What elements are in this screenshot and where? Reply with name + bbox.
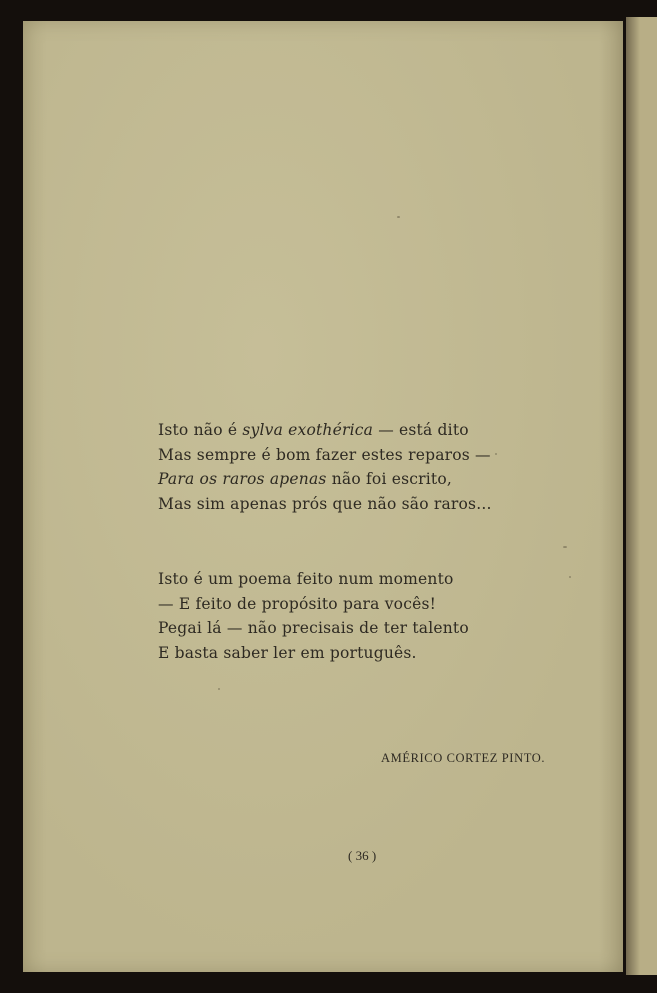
poem-line: Mas sempre é bom fazer estes reparos —	[158, 445, 491, 464]
paper-speck	[563, 546, 567, 548]
poem-line	[158, 467, 492, 492]
paper-speck	[397, 216, 400, 218]
poem-line: Isto é um poema feito num momento	[158, 570, 454, 588]
poem-line: E basta saber ler em português.	[158, 643, 417, 662]
poem-stanza-1	[158, 418, 492, 516]
line-text: Isto não é	[158, 421, 243, 439]
paper-speck	[569, 576, 571, 578]
poem-line: Pegai lá — não precisais de ter talento	[158, 619, 469, 637]
line-text: não foi escrito,	[326, 470, 452, 488]
poem-line: — E feito de propósito para vocês!	[158, 594, 437, 613]
poem-line	[158, 418, 492, 443]
line-text: — está dito	[373, 421, 469, 439]
page-number: ( 36 )	[348, 848, 377, 863]
poem-line: Mas sim apenas prós que não são raros...	[158, 494, 492, 513]
adjacent-page-edge	[626, 17, 657, 975]
author-signature: AMÉRICO CORTEZ PINTO.	[381, 751, 546, 765]
paper-speck	[218, 688, 220, 690]
italic-phrase: Para os raros apenas	[158, 470, 327, 488]
paper-speck	[495, 453, 497, 455]
italic-phrase: sylva exothérica	[242, 421, 374, 439]
poem-stanza-2	[158, 567, 469, 665]
